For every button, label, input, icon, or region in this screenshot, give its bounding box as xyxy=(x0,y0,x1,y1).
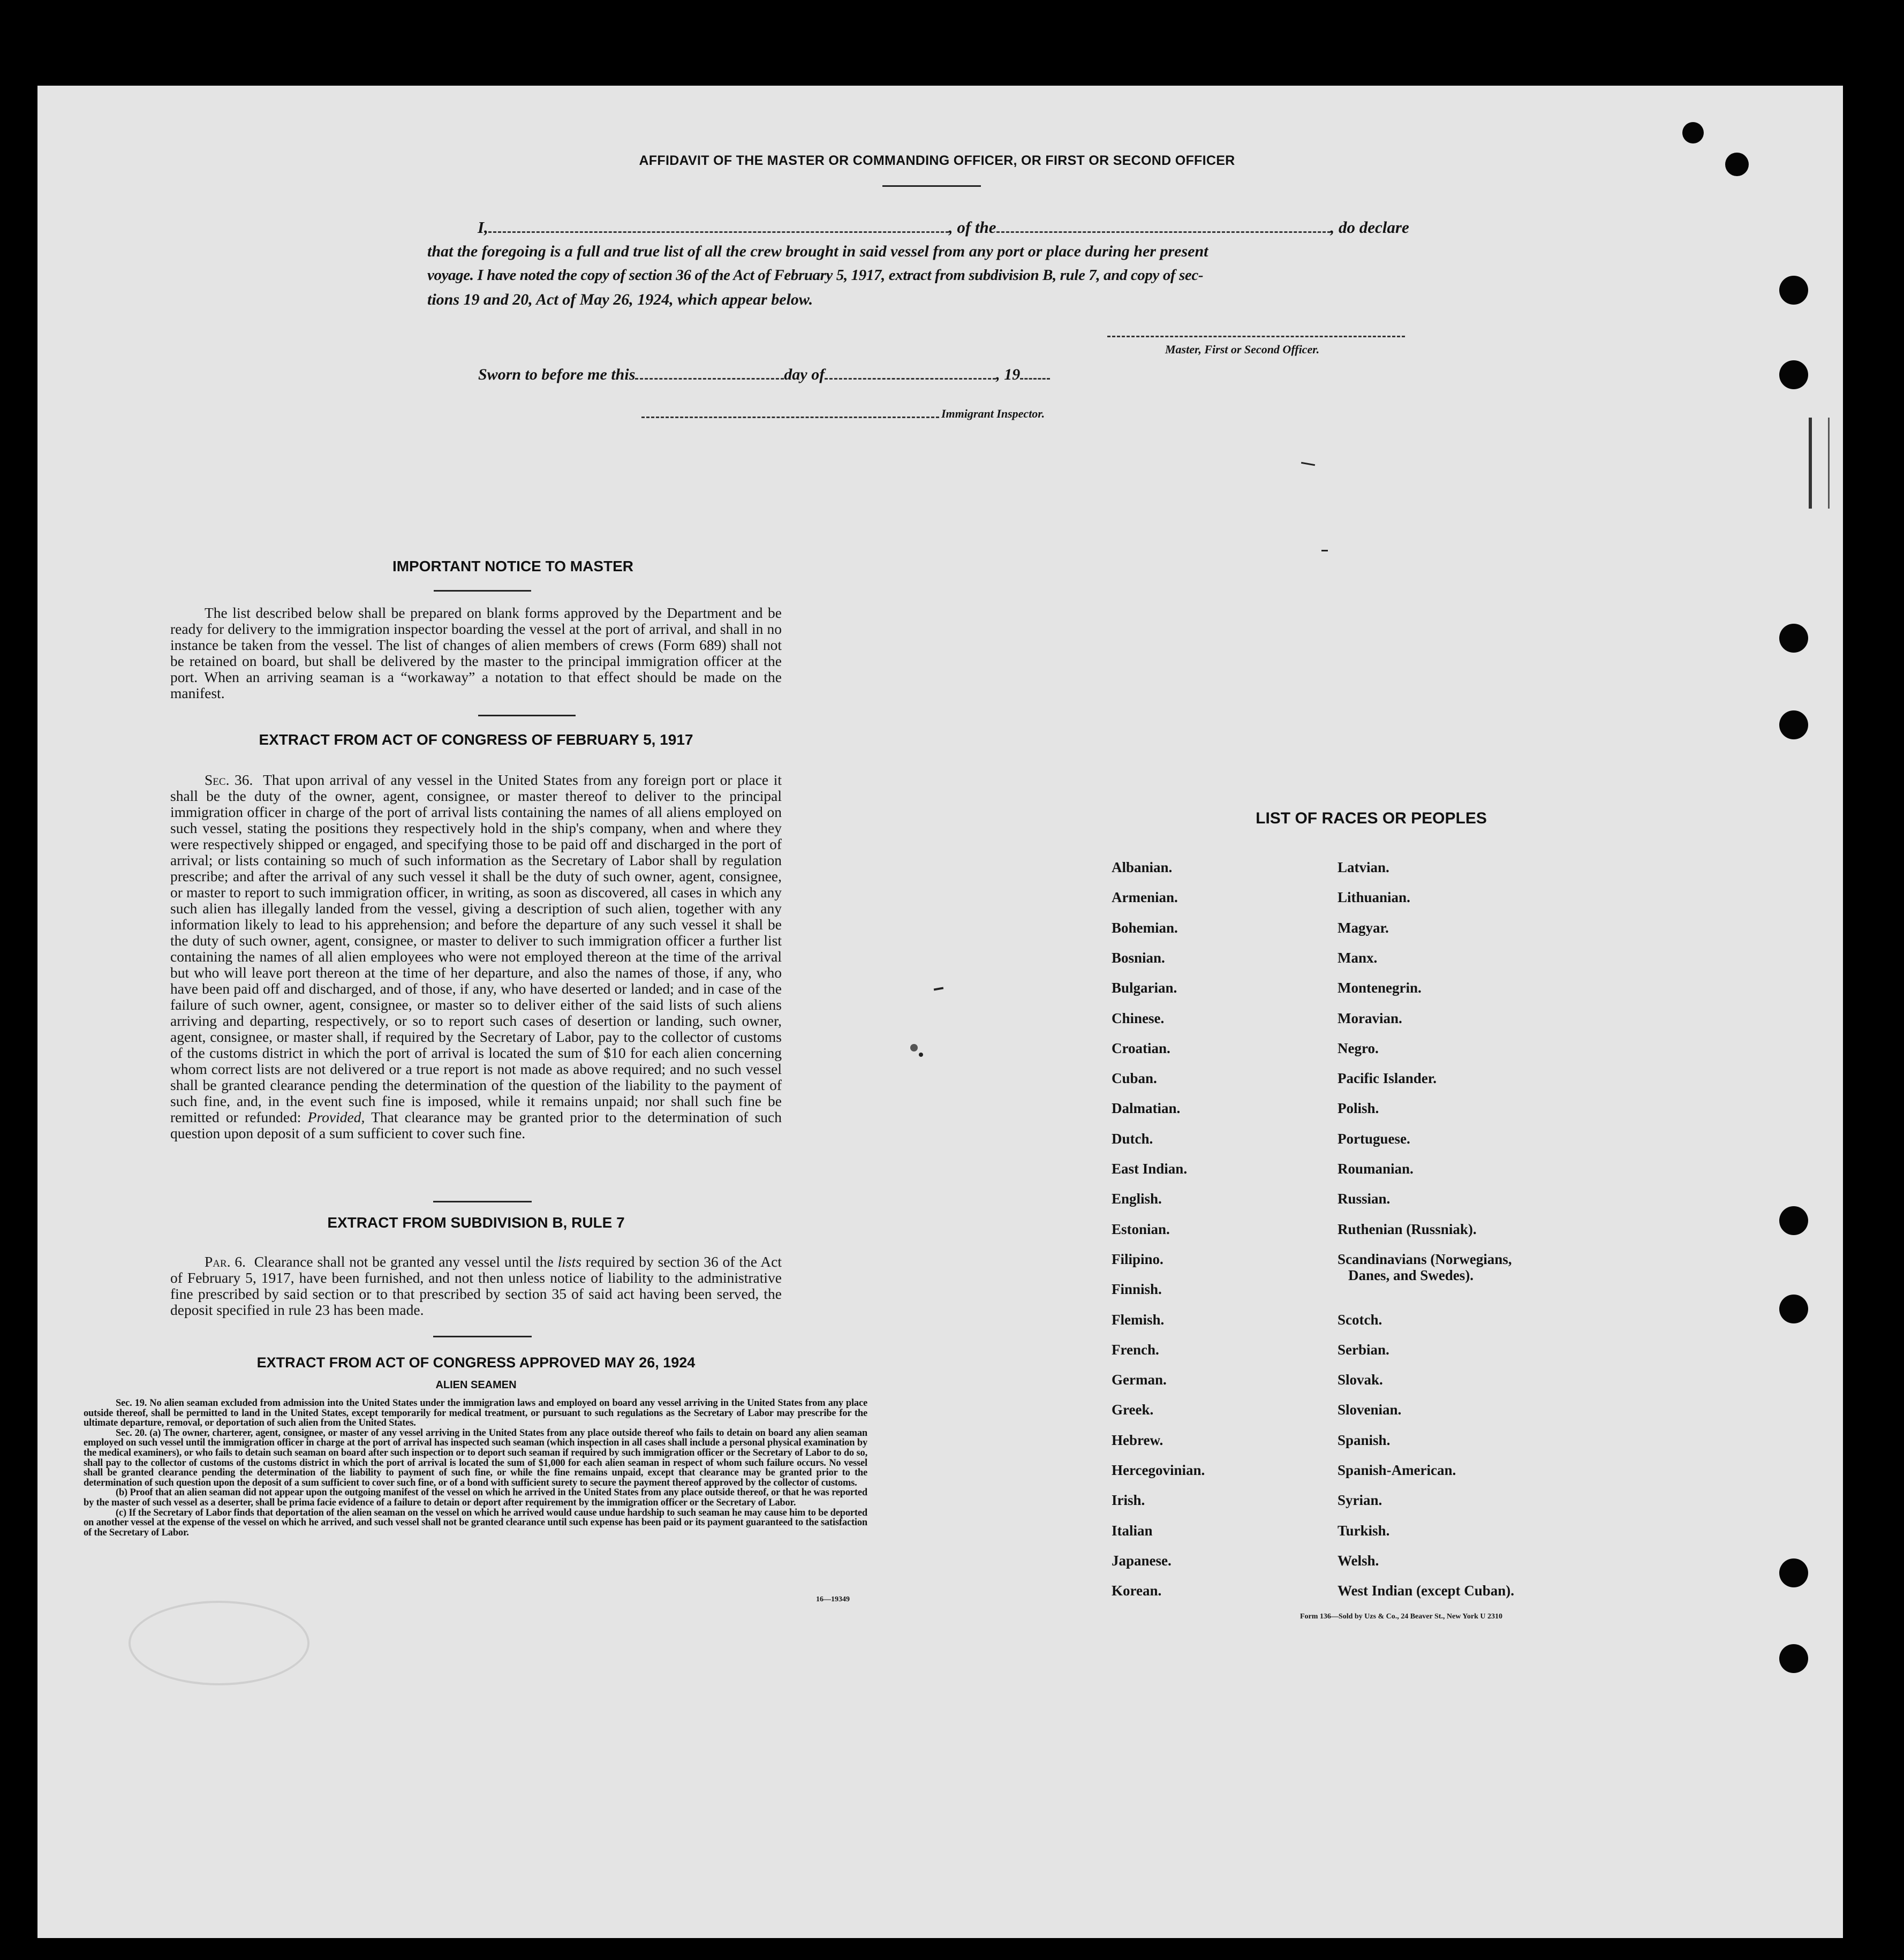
race-item: Ruthenian (Russniak). xyxy=(1338,1221,1477,1237)
extract-1917-title: EXTRACT FROM ACT OF CONGRESS OF FEBRUARY 5, 1917 xyxy=(259,731,693,748)
divider xyxy=(433,1201,532,1202)
provided-word: Provided, xyxy=(307,1109,365,1125)
race-item: Italian xyxy=(1112,1523,1153,1539)
race-item: Scandinavians (Norwegians, xyxy=(1338,1251,1512,1267)
par-6-label: Par. 6. xyxy=(205,1253,246,1270)
year-field[interactable] xyxy=(1020,378,1050,380)
affidavit-line2: that the foregoing is a full and true list of all the crew brought in said vessel from any port or place during her present xyxy=(427,243,1208,260)
binder-hole xyxy=(1779,1295,1808,1323)
race-item: Estonian. xyxy=(1112,1221,1170,1237)
race-item: Dalmatian. xyxy=(1112,1100,1181,1116)
binder-hole xyxy=(1779,1558,1808,1587)
divider xyxy=(434,590,531,592)
race-item: Greek. xyxy=(1112,1402,1154,1418)
affidavit-title: AFFIDAVIT OF THE MASTER OR COMMANDING OFFICER, OR FIRST OR SECOND OFFICER xyxy=(639,153,1235,168)
race-item: Negro. xyxy=(1338,1040,1379,1056)
race-item: English. xyxy=(1112,1191,1162,1207)
divider xyxy=(882,185,981,187)
affidavit-line4: tions 19 and 20, Act of May 26, 1924, which appear below. xyxy=(427,291,813,308)
race-item: Moravian. xyxy=(1338,1010,1402,1026)
race-item: Albanian. xyxy=(1112,859,1173,875)
race-item: Danes, and Swedes). xyxy=(1348,1267,1474,1283)
race-item: Serbian. xyxy=(1338,1342,1389,1358)
race-item: Lithuanian. xyxy=(1338,889,1410,905)
race-item: French. xyxy=(1112,1342,1159,1358)
sec-20a-text: Sec. 20. (a) The owner, charterer, agent, consignee, or master of any vessel arriving in the United States from any place outside thereof who fails to detain on board any alien seaman employed on such vessel until the immigration officer in charge at the port of arrival has inspected such seaman (which inspection in all cases shall include a personal physical examination by the medical examiners), or who fails to detain such seaman on board after such inspection or to deport such seaman if required by such immigration officer or the Secretary of Labor to do so, shall pay to the collector of customs of the customs district in which the port of arrival is located the sum of $1,000 for each alien seaman in respect of whom such failure occurs. No vessel shall be granted clearance pending the determination of the liability to payment of such fine, or while the fine remains unpaid, except that clearance may be granted prior to the determination of such question upon the deposit of a sum sufficient to cover such fine, or of a bond with sufficient surety to secure the payment thereof approved by the collector of customs. xyxy=(84,1427,867,1488)
binder-hole xyxy=(1725,153,1749,176)
race-item: Armenian. xyxy=(1112,889,1178,905)
binder-hole xyxy=(1779,624,1808,653)
of-the-label: , of the xyxy=(948,218,996,237)
race-item: Finnish. xyxy=(1112,1281,1162,1297)
race-item: Welsh. xyxy=(1338,1553,1379,1569)
print-code: 16—19349 xyxy=(816,1595,850,1603)
lists-word: lists xyxy=(557,1253,581,1270)
month-field[interactable] xyxy=(825,378,996,380)
race-item: Irish. xyxy=(1112,1492,1145,1508)
sec-36-text: That upon arrival of any vessel in the United States from any foreign port or place it shall be the duty of the owner, agent, consignee, or master thereof to deliver to the principal immigration officer in charge of the port of arrival lists containing the names of all aliens employed on such vessel, stating the positions they respectively hold in the ship's company, when and where they were respectively shipped or engaged, and specifying those to be paid off and discharged in the port of arrival; or lists containing so much of such information as the Secretary of Labor shall by regulation prescribe; and after the arrival of any such vessel it shall be the duty of such owner, agent, consignee, or master to report to such immigration officer, in writing, as soon as discovered, all cases in which any such alien has illegally landed from the vessel, giving a description of such alien, together with any information likely to lead to his apprehension; and before the departure of any such vessel it shall be the duty of such owner, agent, consignee, or master to deliver to such immigration officer a further list containing the names of all alien employees who were not employed thereon at the time of the arrival but who will leave port thereon at the time of her departure, and also the names of those, if any, who have been paid off and discharged, and of those, if any, who have deserted or landed; and in case of the failure of such owner, agent, consignee, or master so to deliver either of the said lists of such aliens arriving and departing, respectively, or so to report such cases of desertion or landing, such owner, agent, consignee, or master shall, if required by the Secretary of Labor, pay to the collector of customs of the customs district in which the port of arrival is located the sum of $10 for each alien concerning whom correct lists are not delivered or a true report is not made as above required; and no such vessel shall be granted clearance pending the determination of the question of the liability to the payment of such fine, and, in the event such fine is imposed, while it remains unpaid; nor shall such fine be remitted or refunded: xyxy=(170,771,782,1125)
race-item: Filipino. xyxy=(1112,1251,1163,1267)
race-item: Bosnian. xyxy=(1112,950,1165,966)
race-item: Montenegrin. xyxy=(1338,980,1422,996)
extract-1924-title: EXTRACT FROM ACT OF CONGRESS APPROVED MAY 26, 1924 xyxy=(256,1354,696,1371)
binder-hole xyxy=(1779,1644,1808,1673)
binder-hole xyxy=(1779,710,1808,739)
race-item: Turkish. xyxy=(1338,1523,1390,1539)
race-item: Cuban. xyxy=(1112,1070,1157,1086)
binder-hole xyxy=(1779,1206,1808,1235)
race-item: Polish. xyxy=(1338,1100,1379,1116)
sec-36-label: Sec. 36. xyxy=(205,771,253,788)
sworn-line xyxy=(478,362,1147,387)
form-note: Form 136—Sold by Uzs & Co., 24 Beaver St., New York U 2310 xyxy=(1300,1613,1502,1621)
race-item: Hercegovinian. xyxy=(1112,1462,1205,1478)
affidavit-line1 xyxy=(478,215,1436,239)
sec-19-text: Sec. 19. No alien seaman excluded from admission into the United States under the immigration laws and employed on board any vessel arriving in the United States from any place outside thereof, shall be permitted to land in the United States, except temporarily for medical treatment, or pursuant to such regulations as the Secretary of Labor may prescribe for the ultimate departure, removal, or deportation of such alien from the United States. xyxy=(84,1398,867,1429)
vessel-field[interactable] xyxy=(996,231,1331,233)
race-item: German. xyxy=(1112,1372,1167,1388)
race-item: Magyar. xyxy=(1338,920,1389,936)
year-label: , 19 xyxy=(996,366,1021,383)
binder-hole xyxy=(1779,276,1808,305)
race-item: Hebrew. xyxy=(1112,1432,1163,1448)
sec-20b-text: (b) Proof that an alien seaman did not appear upon the outgoing manifest of the vessel on which he arrived in the United States from any place outside thereof, or that he was reported by the master of such vessel as a deserter, shall be prima facie evidence of a failure to detain or deport after requirement by the immigration officer or the Secretary of Labor. xyxy=(84,1487,867,1508)
do-declare-label: , do declare xyxy=(1330,218,1409,237)
race-item: Croatian. xyxy=(1112,1040,1170,1056)
races-title: LIST OF RACES OR PEOPLES xyxy=(1256,809,1487,827)
torn-edge-mark xyxy=(1809,418,1830,509)
race-item: East Indian. xyxy=(1112,1161,1188,1177)
rule7-title: EXTRACT FROM SUBDIVISION B, RULE 7 xyxy=(327,1214,625,1231)
inspector-line[interactable] xyxy=(641,417,939,418)
name-field[interactable] xyxy=(488,231,949,233)
alien-seamen-subtitle: ALIEN SEAMEN xyxy=(435,1379,517,1391)
scan-mark xyxy=(919,1053,923,1057)
sec-20c-text: (c) If the Secretary of Labor finds that deportation of the alien seaman on the vessel on which he arrived would cause undue hardship to such seaman he may cause him to be deported on another vessel at the expense of the vessel on which he arrived, and such vessel shall not be granted clearance until such expense has been paid or its payment guaranteed to the satisfaction of the Secretary of Labor. xyxy=(84,1507,867,1538)
race-item: Slovak. xyxy=(1338,1372,1383,1388)
race-item: Spanish. xyxy=(1338,1432,1391,1448)
binder-hole xyxy=(1779,360,1808,389)
extract-1924-body xyxy=(84,1398,867,1538)
race-item: Dutch. xyxy=(1112,1131,1153,1147)
race-item: Spanish-American. xyxy=(1338,1462,1456,1478)
extract-1917-body xyxy=(170,772,782,1141)
scan-mark xyxy=(1321,550,1328,551)
race-item: Bohemian. xyxy=(1112,920,1178,936)
race-item: Slovenian. xyxy=(1338,1402,1402,1418)
rule7-body xyxy=(170,1254,782,1318)
race-item: Japanese. xyxy=(1112,1553,1172,1569)
race-item: Bulgarian. xyxy=(1112,980,1177,996)
sworn-label: Sworn to before me this xyxy=(478,366,636,383)
inspector-label: Immigrant Inspector. xyxy=(941,407,1045,420)
race-item: Scotch. xyxy=(1338,1312,1382,1328)
day-field[interactable] xyxy=(635,378,784,380)
race-item: Roumanian. xyxy=(1338,1161,1414,1177)
master-signature-line[interactable] xyxy=(1107,336,1405,337)
i-label: I, xyxy=(478,218,488,237)
binder-hole xyxy=(1682,122,1704,143)
race-item: Latvian. xyxy=(1338,859,1389,875)
race-item: Portuguese. xyxy=(1338,1131,1410,1147)
race-item: Flemish. xyxy=(1112,1312,1165,1328)
affidavit-line3: voyage. I have noted the copy of section 36 of the Act of February 5, 1917, extract from subdivision B, rule 7, and copy of sec- xyxy=(427,267,1204,284)
sec-36-text-end: That clearance may be granted prior to the determination of such question upon deposit of a sum sufficient to cover such fine. xyxy=(170,1109,782,1141)
notice-body: The list described below shall be prepared on blank forms approved by the Department and be ready for delivery to the immigration inspector boarding the vessel at the port of arrival, and shall in no instance be taken from the vessel. The list of changes of alien members of crews (Form 689) shall not be retained on board, but shall be delivered by the master to the principal immigration officer at the port. When an arriving seaman is a “workaway” a notation to that effect should be made on the manifest. xyxy=(170,604,782,701)
par-6-text-end: required by section 36 of the Act of February 5, 1917, have been furnished, and not then unless notice of liability to the administrative fine prescribed by said section or to that prescribed by section 35 of said act having been served, the deposit specified in rule 23 has been made. xyxy=(170,1253,782,1318)
race-item: Korean. xyxy=(1112,1583,1162,1599)
divider xyxy=(433,1336,532,1337)
race-item: Pacific Islander. xyxy=(1338,1070,1437,1086)
race-item: Syrian. xyxy=(1338,1492,1382,1508)
notice-title: IMPORTANT NOTICE TO MASTER xyxy=(392,558,634,574)
divider xyxy=(478,715,576,716)
day-of-label: day of xyxy=(784,366,825,383)
faded-stamp xyxy=(129,1601,309,1685)
race-item: Manx. xyxy=(1338,950,1378,966)
par-6-text: Clearance shall not be granted any vessel until the xyxy=(254,1253,554,1270)
race-item: Chinese. xyxy=(1112,1010,1165,1026)
race-item: Russian. xyxy=(1338,1191,1391,1207)
master-signature-label: Master, First or Second Officer. xyxy=(1165,343,1320,356)
race-item: West Indian (except Cuban). xyxy=(1338,1583,1515,1599)
scan-mark xyxy=(910,1044,918,1051)
